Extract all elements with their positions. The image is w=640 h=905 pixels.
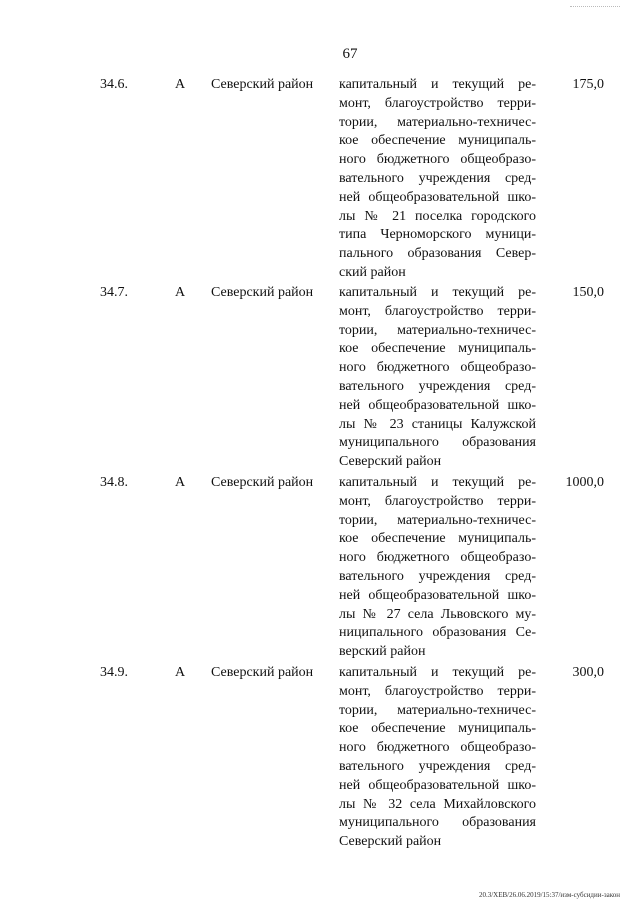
row-number: 34.8. — [100, 475, 128, 490]
description-line: капитальный и текущий ре- — [339, 665, 536, 680]
description-line: монт, благоустройство терри- — [339, 493, 536, 509]
row-district: Северский район — [211, 77, 314, 92]
row-amount: 300,0 — [572, 665, 604, 680]
description-line: ней общеобразовательной шко- — [339, 397, 536, 413]
description-line: ней общеобразовательной шко- — [339, 777, 536, 793]
description-line: Северский район — [339, 834, 442, 850]
description-line: вательного учреждения сред- — [339, 568, 536, 584]
description-line: ней общеобразовательной шко- — [339, 587, 536, 603]
description-line: пального образования Север- — [339, 246, 536, 262]
row-amount: 1000,0 — [565, 475, 604, 490]
description-line: ного бюджетного общеобразо- — [339, 740, 536, 756]
description-line: кое обеспечение муниципаль- — [339, 531, 536, 547]
document-footer-code: 20.3/XEB/26.06.2019/15:37/изм-субсидии-закон — [478, 891, 620, 899]
description-line: ней общеобразовательной шко- — [339, 189, 536, 205]
description-line: типа Черноморского муници- — [339, 227, 536, 243]
description-line: кое обеспечение муниципаль- — [339, 341, 536, 357]
description-line: лы № 27 села Львовского му- — [339, 606, 536, 622]
row-category: А — [175, 665, 186, 680]
description-line: капитальный и текущий ре- — [339, 475, 536, 490]
row-amount: 175,0 — [572, 77, 604, 92]
description-line: вательного учреждения сред- — [339, 170, 536, 186]
description-line: вательного учреждения сред- — [339, 758, 536, 774]
row-number: 34.7. — [100, 285, 128, 300]
scan-artifact-mark — [570, 6, 620, 8]
row-category: А — [175, 285, 186, 300]
description-line: муниципального образования — [339, 815, 536, 831]
row-district: Северский район — [211, 285, 314, 300]
description-line: ский район — [339, 264, 406, 280]
row-number: 34.9. — [100, 665, 128, 680]
description-line: капитальный и текущий ре- — [339, 285, 536, 300]
description-line: монт, благоустройство терри- — [339, 95, 536, 111]
row-description — [339, 284, 536, 472]
description-line: монт, благоустройство терри- — [339, 683, 536, 699]
description-line: капитальный и текущий ре- — [339, 77, 536, 92]
row-category: А — [175, 475, 186, 490]
description-line: лы № 21 поселка городского — [339, 208, 536, 224]
description-line: кое обеспечение муниципаль- — [339, 721, 536, 737]
row-number: 34.6. — [100, 77, 128, 92]
row-description — [339, 76, 536, 283]
row-district: Северский район — [211, 475, 314, 490]
description-line: муниципального образования — [339, 435, 536, 451]
description-line: тории, материально-техничес- — [339, 512, 536, 528]
page-number: 67 — [342, 46, 358, 62]
row-amount: 150,0 — [572, 285, 604, 300]
description-line: вательного учреждения сред- — [339, 378, 536, 394]
description-line: кое обеспечение муниципаль- — [339, 133, 536, 149]
description-line: тории, материально-техничес- — [339, 114, 536, 130]
row-category: А — [175, 77, 186, 92]
description-line: ного бюджетного общеобразо- — [339, 152, 536, 168]
description-line: тории, материально-техничес- — [339, 322, 536, 338]
row-description — [339, 664, 536, 852]
description-line: ного бюджетного общеобразо- — [339, 550, 536, 566]
description-line: верский район — [339, 644, 426, 660]
description-line: ного бюджетного общеобразо- — [339, 360, 536, 376]
description-line: лы № 23 станицы Калужской — [339, 416, 536, 432]
description-line: Северский район — [339, 454, 442, 470]
description-line: лы № 32 села Михайловского — [339, 796, 536, 812]
description-line: тории, материально-техничес- — [339, 702, 536, 718]
row-district: Северский район — [211, 665, 314, 680]
description-line: ниципального образования Се- — [339, 625, 536, 641]
row-description — [339, 474, 536, 662]
description-line: монт, благоустройство терри- — [339, 303, 536, 319]
